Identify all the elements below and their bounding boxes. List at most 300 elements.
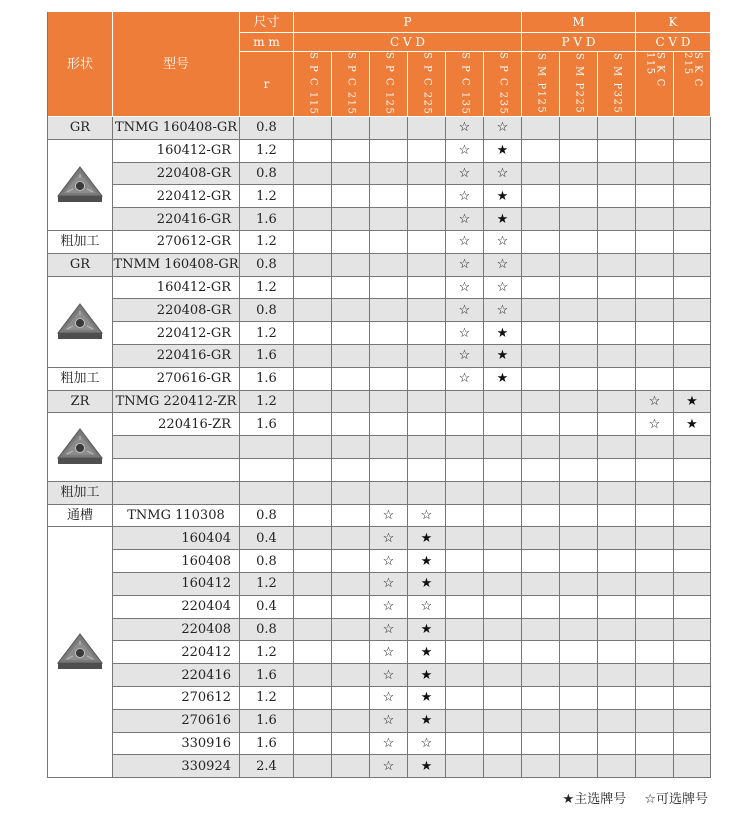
model-cell: 220412-GR — [113, 185, 240, 208]
grade-mark-cell — [484, 710, 522, 733]
radius-cell: 1.6 — [240, 345, 294, 368]
model-cell: 220412-GR — [113, 322, 240, 345]
grade-mark-cell — [674, 299, 711, 322]
grade-mark-cell — [332, 185, 370, 208]
grade-mark-cell — [636, 733, 674, 756]
radius-cell: 0.8 — [240, 619, 294, 642]
grade-mark-cell — [598, 482, 636, 505]
grade-mark-cell — [446, 664, 484, 687]
grade-mark-cell — [560, 185, 598, 208]
grade-mark-cell — [446, 755, 484, 778]
grade-mark-cell: ☆ — [484, 299, 522, 322]
model-cell — [113, 436, 240, 459]
grade-mark-cell: ★ — [484, 345, 522, 368]
grade-mark-cell: ★ — [408, 573, 446, 596]
grade-label: S P C 135 — [459, 52, 471, 116]
model-cell: 330924 — [113, 755, 240, 778]
shape-image-cell — [48, 277, 113, 368]
grade-mark-cell — [446, 482, 484, 505]
grade-mark-cell — [408, 117, 446, 140]
grade-mark-cell: ★ — [408, 527, 446, 550]
grade-mark-cell — [522, 482, 560, 505]
grade-mark-cell — [636, 345, 674, 368]
grade-mark-cell — [294, 163, 332, 186]
radius-cell: 0.4 — [240, 527, 294, 550]
grade-mark-cell — [674, 185, 711, 208]
grade-mark-cell — [370, 345, 408, 368]
grade-mark-cell — [522, 641, 560, 664]
radius-cell: 1.6 — [240, 208, 294, 231]
model-cell: 220416 — [113, 664, 240, 687]
radius-cell: 0.8 — [240, 299, 294, 322]
grade-mark-cell — [484, 664, 522, 687]
grade-mark-cell: ☆ — [370, 527, 408, 550]
grade-mark-cell — [636, 322, 674, 345]
header-group-m: M — [522, 12, 636, 33]
radius-cell: 1.6 — [240, 710, 294, 733]
grade-label: S M P225 — [573, 53, 585, 115]
grade-mark-cell — [294, 117, 332, 140]
grade-mark-cell: ★ — [674, 413, 711, 436]
shape-label: 通槽 — [48, 505, 113, 528]
legend-optional: ☆可选牌号 — [644, 792, 708, 807]
grade-mark-cell — [598, 345, 636, 368]
grade-mark-cell: ☆ — [408, 733, 446, 756]
header-grade — [408, 52, 446, 117]
grade-mark-cell — [294, 482, 332, 505]
radius-cell: 1.2 — [240, 231, 294, 254]
grade-mark-cell — [484, 573, 522, 596]
grade-mark-cell: ☆ — [370, 664, 408, 687]
grade-mark-cell — [674, 345, 711, 368]
grade-mark-cell — [598, 596, 636, 619]
grade-mark-cell — [294, 254, 332, 277]
grade-label: S P C 115 — [307, 52, 319, 116]
grade-label: S P C 225 — [421, 52, 433, 116]
grade-mark-cell — [560, 687, 598, 710]
radius-cell: 1.2 — [240, 185, 294, 208]
grade-mark-cell: ☆ — [446, 208, 484, 231]
grade-mark-cell — [560, 299, 598, 322]
header-grade — [294, 52, 332, 117]
grade-mark-cell — [598, 436, 636, 459]
grade-mark-cell — [674, 733, 711, 756]
grade-mark-cell — [560, 436, 598, 459]
grade-mark-cell: ☆ — [484, 163, 522, 186]
model-cell: 220408-GR — [113, 299, 240, 322]
grade-mark-cell — [522, 687, 560, 710]
grade-mark-cell: ★ — [408, 755, 446, 778]
grade-mark-cell — [484, 687, 522, 710]
grade-mark-cell — [522, 117, 560, 140]
grade-mark-cell — [522, 619, 560, 642]
grade-mark-cell — [408, 482, 446, 505]
model-cell — [113, 482, 240, 505]
grade-mark-cell: ★ — [674, 391, 711, 414]
header-model: 型号 — [113, 12, 240, 117]
radius-cell — [240, 482, 294, 505]
grade-mark-cell — [636, 505, 674, 528]
model-cell — [113, 459, 240, 482]
grade-mark-cell — [522, 299, 560, 322]
grade-mark-cell — [294, 299, 332, 322]
grade-mark-cell: ☆ — [446, 277, 484, 300]
grade-mark-cell — [332, 299, 370, 322]
grade-mark-cell — [294, 345, 332, 368]
grade-mark-cell — [674, 482, 711, 505]
grade-mark-cell — [598, 505, 636, 528]
model-cell: 220408-GR — [113, 163, 240, 186]
grade-mark-cell — [674, 277, 711, 300]
header-grade — [370, 52, 408, 117]
header-size-unit: m m — [240, 33, 294, 52]
grade-mark-cell: ☆ — [484, 117, 522, 140]
grade-mark-cell — [446, 413, 484, 436]
grade-mark-cell — [294, 277, 332, 300]
grade-mark-cell: ☆ — [370, 619, 408, 642]
grade-mark-cell — [522, 527, 560, 550]
legend — [549, 788, 708, 807]
radius-cell: 0.4 — [240, 596, 294, 619]
header-size: 尺寸 — [240, 12, 294, 33]
grade-mark-cell — [484, 619, 522, 642]
shape-label: 粗加工 — [48, 231, 113, 254]
grade-mark-cell — [294, 505, 332, 528]
grade-mark-cell — [370, 368, 408, 391]
grade-mark-cell — [674, 163, 711, 186]
grade-mark-cell: ☆ — [446, 254, 484, 277]
grade-mark-cell — [522, 664, 560, 687]
header-coating: C V D — [294, 33, 522, 52]
model-cell: 270616-GR — [113, 368, 240, 391]
grade-mark-cell — [446, 733, 484, 756]
radius-cell: 1.6 — [240, 413, 294, 436]
model-cell: TNMG 160408-GR — [113, 117, 240, 140]
grade-mark-cell — [636, 664, 674, 687]
grade-mark-cell — [332, 140, 370, 163]
grade-mark-cell: ☆ — [370, 755, 408, 778]
grade-mark-cell — [446, 619, 484, 642]
grade-mark-cell — [522, 231, 560, 254]
grade-mark-cell — [294, 755, 332, 778]
grade-mark-cell — [370, 277, 408, 300]
grade-mark-cell: ★ — [408, 641, 446, 664]
shape-image-cell — [48, 527, 113, 778]
shape-label: 粗加工 — [48, 482, 113, 505]
grade-mark-cell: ☆ — [370, 573, 408, 596]
grade-mark-cell — [446, 596, 484, 619]
grade-mark-cell: ☆ — [446, 117, 484, 140]
grade-mark-cell — [294, 710, 332, 733]
header-grade — [674, 52, 711, 117]
model-cell: 160412-GR — [113, 140, 240, 163]
grade-mark-cell — [560, 391, 598, 414]
header-coating: P V D — [522, 33, 636, 52]
grade-mark-cell: ☆ — [446, 231, 484, 254]
grade-mark-cell — [674, 573, 711, 596]
grade-mark-cell — [408, 163, 446, 186]
grade-mark-cell — [294, 436, 332, 459]
grade-label: S P C 215 — [345, 52, 357, 116]
radius-cell: 1.6 — [240, 733, 294, 756]
grade-mark-cell — [560, 163, 598, 186]
header-grade — [560, 52, 598, 117]
grade-mark-cell — [332, 413, 370, 436]
grade-mark-cell — [332, 345, 370, 368]
grade-mark-cell — [522, 185, 560, 208]
grade-mark-cell — [598, 687, 636, 710]
grade-mark-cell: ★ — [408, 710, 446, 733]
header-group-k: K — [636, 12, 711, 33]
radius-cell: 1.2 — [240, 322, 294, 345]
grade-mark-cell — [674, 619, 711, 642]
grade-mark-cell — [484, 755, 522, 778]
model-cell: 270612-GR — [113, 231, 240, 254]
grade-mark-cell — [332, 163, 370, 186]
header-grade — [446, 52, 484, 117]
grade-mark-cell — [332, 436, 370, 459]
grade-mark-cell — [598, 185, 636, 208]
grade-mark-cell — [370, 185, 408, 208]
grade-mark-cell — [598, 619, 636, 642]
grade-mark-cell — [408, 208, 446, 231]
radius-cell — [240, 459, 294, 482]
grade-mark-cell — [674, 550, 711, 573]
shape-label: GR — [48, 254, 113, 277]
grade-mark-cell: ☆ — [370, 550, 408, 573]
grade-mark-cell — [636, 755, 674, 778]
grade-mark-cell — [598, 664, 636, 687]
grade-mark-cell — [484, 505, 522, 528]
grade-mark-cell — [598, 413, 636, 436]
grade-mark-cell — [332, 573, 370, 596]
grade-mark-cell — [446, 391, 484, 414]
table-left-border — [47, 12, 48, 778]
grade-mark-cell: ☆ — [408, 505, 446, 528]
grade-mark-cell — [332, 322, 370, 345]
grade-mark-cell — [370, 459, 408, 482]
grade-mark-cell — [522, 710, 560, 733]
radius-cell: 1.2 — [240, 391, 294, 414]
radius-cell: 1.6 — [240, 664, 294, 687]
grade-mark-cell — [636, 231, 674, 254]
grade-mark-cell — [332, 687, 370, 710]
grade-mark-cell: ☆ — [636, 413, 674, 436]
grade-mark-cell — [408, 254, 446, 277]
radius-cell: 0.8 — [240, 550, 294, 573]
header-r: r — [240, 52, 294, 117]
grade-mark-cell — [598, 140, 636, 163]
grade-mark-cell — [598, 391, 636, 414]
grade-mark-cell — [674, 687, 711, 710]
grade-mark-cell — [636, 596, 674, 619]
grade-mark-cell — [560, 664, 598, 687]
grade-mark-cell — [560, 527, 598, 550]
grade-label: S K C 215 — [682, 52, 703, 88]
grade-mark-cell — [332, 596, 370, 619]
header-coating: C V D — [636, 33, 711, 52]
grade-mark-cell — [408, 345, 446, 368]
grade-mark-cell: ★ — [408, 687, 446, 710]
grade-mark-cell — [598, 527, 636, 550]
triangle-insert-zr-icon — [55, 426, 105, 468]
grade-mark-cell — [294, 664, 332, 687]
model-cell: 160412-GR — [113, 277, 240, 300]
grade-mark-cell — [408, 299, 446, 322]
grade-mark-cell — [370, 117, 408, 140]
grade-mark-cell — [674, 459, 711, 482]
grade-mark-cell — [636, 117, 674, 140]
model-cell: 270616 — [113, 710, 240, 733]
grade-mark-cell — [636, 208, 674, 231]
grade-mark-cell — [560, 277, 598, 300]
grade-mark-cell — [560, 573, 598, 596]
grade-mark-cell — [332, 117, 370, 140]
grade-mark-cell — [560, 140, 598, 163]
grade-mark-cell — [294, 322, 332, 345]
radius-cell: 1.2 — [240, 687, 294, 710]
grade-mark-cell — [636, 368, 674, 391]
grade-mark-cell — [294, 140, 332, 163]
grade-mark-cell — [332, 459, 370, 482]
grade-mark-cell — [636, 687, 674, 710]
grade-mark-cell — [332, 619, 370, 642]
shape-image-cell — [48, 140, 113, 231]
shape-label: 粗加工 — [48, 368, 113, 391]
grade-mark-cell — [408, 231, 446, 254]
grade-mark-cell — [598, 254, 636, 277]
grade-mark-cell — [674, 368, 711, 391]
grade-mark-cell — [294, 185, 332, 208]
radius-cell: 0.8 — [240, 163, 294, 186]
grade-mark-cell — [332, 231, 370, 254]
radius-cell: 1.2 — [240, 140, 294, 163]
grade-mark-cell: ★ — [408, 550, 446, 573]
grade-mark-cell: ★ — [484, 140, 522, 163]
grade-mark-cell — [408, 391, 446, 414]
model-cell: TNMM 160408-GR — [113, 254, 240, 277]
grade-mark-cell — [370, 254, 408, 277]
grade-mark-cell — [636, 140, 674, 163]
grade-mark-cell: ☆ — [446, 368, 484, 391]
grade-mark-cell — [598, 573, 636, 596]
grade-mark-cell — [636, 436, 674, 459]
grade-mark-cell — [408, 436, 446, 459]
grade-mark-cell — [522, 755, 560, 778]
grade-mark-cell — [560, 254, 598, 277]
grade-mark-cell — [598, 550, 636, 573]
grade-mark-cell — [598, 117, 636, 140]
grade-mark-cell — [484, 641, 522, 664]
grade-mark-cell — [636, 163, 674, 186]
grade-mark-cell — [636, 482, 674, 505]
model-cell: 270612 — [113, 687, 240, 710]
grade-mark-cell: ☆ — [636, 391, 674, 414]
grade-mark-cell: ☆ — [446, 345, 484, 368]
header-group-p: P — [294, 12, 522, 33]
grade-mark-cell — [560, 596, 598, 619]
grade-mark-cell — [560, 413, 598, 436]
grade-mark-cell — [294, 231, 332, 254]
grade-mark-cell — [446, 527, 484, 550]
grade-mark-cell — [370, 391, 408, 414]
grade-mark-cell — [522, 345, 560, 368]
grade-mark-cell — [674, 641, 711, 664]
grade-mark-cell — [636, 527, 674, 550]
grade-mark-cell — [522, 140, 560, 163]
radius-cell: 0.8 — [240, 254, 294, 277]
grade-mark-cell: ★ — [408, 664, 446, 687]
model-cell: 220404 — [113, 596, 240, 619]
grade-mark-cell — [674, 208, 711, 231]
model-cell: 220416-GR — [113, 208, 240, 231]
grade-mark-cell: ☆ — [370, 596, 408, 619]
grade-mark-cell — [560, 710, 598, 733]
grade-mark-cell — [598, 277, 636, 300]
grade-mark-cell — [636, 641, 674, 664]
grade-mark-cell — [446, 436, 484, 459]
grade-mark-cell — [598, 459, 636, 482]
grade-mark-cell: ☆ — [446, 322, 484, 345]
grade-mark-cell — [598, 710, 636, 733]
grade-mark-cell — [674, 140, 711, 163]
grade-mark-cell: ☆ — [446, 163, 484, 186]
grade-mark-cell: ☆ — [446, 140, 484, 163]
grade-mark-cell — [522, 459, 560, 482]
grade-mark-cell — [674, 664, 711, 687]
grade-mark-cell — [332, 368, 370, 391]
grade-mark-cell — [294, 550, 332, 573]
grade-mark-cell — [598, 322, 636, 345]
grade-mark-cell — [370, 436, 408, 459]
grade-mark-cell — [484, 436, 522, 459]
grade-mark-cell — [294, 687, 332, 710]
grade-mark-cell — [522, 277, 560, 300]
header-grade — [636, 52, 674, 117]
grade-mark-cell — [408, 368, 446, 391]
triangle-insert-tnmm-icon — [55, 301, 105, 343]
grade-mark-cell — [636, 185, 674, 208]
grade-mark-cell — [370, 299, 408, 322]
grade-label: S M P125 — [535, 53, 547, 115]
grade-mark-cell — [560, 117, 598, 140]
grade-mark-cell — [446, 687, 484, 710]
grade-mark-cell — [598, 163, 636, 186]
grade-mark-cell — [484, 527, 522, 550]
grade-mark-cell — [522, 322, 560, 345]
grade-mark-cell — [294, 208, 332, 231]
grade-mark-cell — [370, 231, 408, 254]
grade-mark-cell — [370, 163, 408, 186]
grade-mark-cell: ☆ — [370, 641, 408, 664]
grade-label: S K C 115 — [644, 52, 666, 88]
grade-mark-cell — [332, 710, 370, 733]
header-grade — [332, 52, 370, 117]
grade-mark-cell: ★ — [484, 368, 522, 391]
grade-mark-cell — [446, 641, 484, 664]
grade-mark-cell — [522, 391, 560, 414]
grade-mark-cell — [560, 505, 598, 528]
grade-mark-cell — [332, 641, 370, 664]
grade-mark-cell — [560, 482, 598, 505]
grade-mark-cell — [598, 299, 636, 322]
grade-mark-cell — [522, 254, 560, 277]
grade-mark-cell — [674, 527, 711, 550]
grade-mark-cell — [598, 231, 636, 254]
grade-mark-cell — [484, 482, 522, 505]
grade-mark-cell — [294, 619, 332, 642]
grade-mark-cell: ☆ — [484, 277, 522, 300]
